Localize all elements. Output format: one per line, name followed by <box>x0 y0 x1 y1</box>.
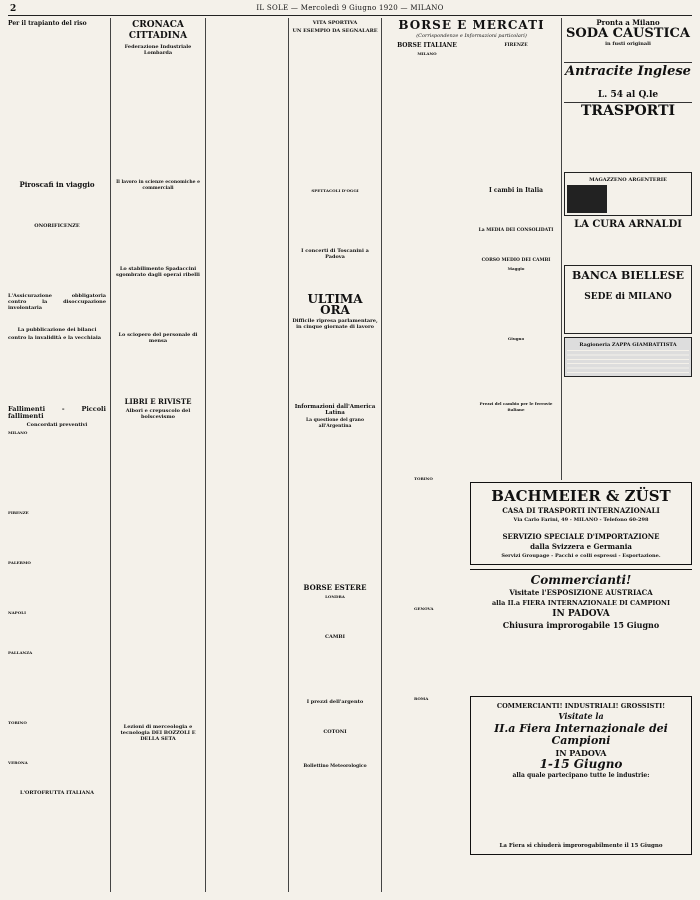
table-body <box>473 196 559 226</box>
col3-heading-shows: SPETTACOLI D'OGGI <box>311 188 359 193</box>
col4-heading-ferrovie: Prezzi del cambio per le ferrovie italiane <box>479 401 553 412</box>
column-3 <box>208 18 286 892</box>
ad-body <box>564 232 692 262</box>
article-body <box>384 59 470 184</box>
table-body <box>473 274 559 334</box>
col1-place-verona: VERONA <box>8 760 28 765</box>
col4-heading-maggio: Maggio <box>507 266 525 271</box>
ad-bank-title: BANCA BIELLESE <box>571 269 684 282</box>
column-4 <box>291 18 379 892</box>
article-body <box>291 262 379 292</box>
ad-body <box>474 781 688 841</box>
col2-heading-strike: Lo sciopero del personale di mensa <box>118 332 198 344</box>
ad-anthracite-title: Antracite Inglese <box>565 64 691 79</box>
col2-heading-books: LIBRI E RIVISTE <box>124 397 192 406</box>
article-body <box>8 438 106 508</box>
article-body <box>113 422 203 722</box>
ad-fiera-city: IN PADOVA <box>555 748 607 758</box>
ad-body <box>567 350 689 374</box>
ad-commercianti-line2: alla II.a FIERA INTERNAZIONALE DI CAMPIONI <box>491 599 671 607</box>
ad-body <box>475 525 687 531</box>
col2-heading-spadaccini: Lo stabilimento Spadaccini sgombrato dagli operai ribelli <box>116 266 200 278</box>
ad-fiera-dates: 1-15 Giugno <box>539 757 623 771</box>
col1-heading-invalidity: contro la invalidità e la vecchiaia <box>8 335 101 341</box>
article-body <box>113 194 203 264</box>
ad-body <box>610 185 689 213</box>
ad-fiera-closing: La Fiera si chiuderà improrogabilmente il 15 Giugno <box>499 843 663 849</box>
col4-heading-firenze: FIRENZE <box>504 43 528 48</box>
table-body <box>473 51 559 186</box>
ad-bachmeier-origin: dalla Svizzera e Germania <box>530 542 632 551</box>
table-body <box>291 642 379 697</box>
ad-transport-title: TRASPORTI <box>580 103 676 119</box>
article-body <box>8 658 106 718</box>
divider <box>564 62 692 63</box>
ad-commercianti-line3: IN PADOVA <box>552 609 610 619</box>
ad-bachmeier-address: Via Carlo Farini, 49 - MILANO - Telefono 60-298 <box>513 517 649 523</box>
article-body <box>291 36 379 186</box>
ad-body <box>564 49 692 59</box>
col1-heading-insurance: L'Assicurazione obbligatoria contro la disoccupazione involontaria <box>8 293 106 311</box>
ad-commercianti-title: Commercianti! <box>530 573 632 587</box>
table-body <box>384 704 470 784</box>
column-rule <box>561 18 562 480</box>
article-body <box>8 191 106 221</box>
ad-bank <box>564 265 692 334</box>
col3-heading-sport: VITA SPORTIVA <box>312 20 358 26</box>
col3-heading-london: LONDRA <box>325 594 345 599</box>
ad-body <box>564 79 692 89</box>
col1-heading-balances: La pubblicazione dei bilanci <box>17 327 97 333</box>
col1-place-pallanza: PALLANZA <box>8 650 33 655</box>
ad-bachmeier <box>470 482 692 565</box>
col4-heading-consolidati: La MEDIA DEI CONSOLIDATI <box>478 228 554 233</box>
col4-heading-genova: GENOVA <box>414 606 434 611</box>
ad-bachmeier-sub: CASA DI TRASPORTI INTERNAZIONALI <box>502 506 660 515</box>
col1-heading-rice: Per il trapianto del riso <box>8 20 87 27</box>
ad-body <box>567 303 689 331</box>
col2-title: CRONACA CITTADINA <box>128 20 188 41</box>
table-body <box>291 602 379 632</box>
masthead-title: IL SOLE — Mercoledì 9 Giugno 1920 — MILANO <box>256 4 444 12</box>
article-body <box>291 432 379 582</box>
col2-heading-lessons: Lezioni di merceologia e tecnologia DEI BOZZOLI E DELLA SETA <box>120 724 196 742</box>
ad-silverware <box>564 172 692 216</box>
col1-heading-ships: Piroscafi in viaggio <box>19 180 95 189</box>
col4-subtitle: (Corrispondenze e Informazioni particolari) <box>416 33 527 39</box>
ad-soda-line1: Pronta a Milano <box>596 18 660 27</box>
ad-commercianti-line4: Chiusura improrogabile 15 Giugno <box>502 620 660 630</box>
col1-heading-honors: ONORIFICENZE <box>34 223 80 229</box>
table-body <box>473 415 559 465</box>
ad-fiera-line1: COMMERCIANTI! INDUSTRIALI! GROSSISTI! <box>496 702 666 710</box>
top-rule <box>8 15 692 16</box>
article-body <box>8 768 106 788</box>
ad-bank-seat: SEDE di MILANO <box>584 292 672 302</box>
article-body <box>8 618 106 648</box>
ad-fiera-line3: alla quale partecipano tutte le industrie: <box>512 772 650 779</box>
wide-ads <box>470 482 692 892</box>
col4-heading-giugno: Giugno <box>507 336 525 341</box>
table-body <box>384 186 470 331</box>
page-number: 2 <box>10 4 17 14</box>
ad-commercianti <box>470 569 692 692</box>
col1-place-palermo: PALERMO <box>8 560 31 565</box>
article-body <box>8 231 106 291</box>
column-rule <box>110 18 111 892</box>
col4-heading-cambi-italia: I cambi in Italia <box>489 187 543 194</box>
col3-heading-foreign-exchanges: BORSE ESTERE <box>303 583 367 592</box>
ad-accounting-title: Ragioneria ZAPPA GIAMBATTISTA <box>579 342 677 348</box>
article-body <box>291 196 379 246</box>
article-body <box>113 346 203 396</box>
table-body <box>384 334 470 474</box>
table-body <box>473 236 559 256</box>
col3-heading-grain: La questione del grano all'Argentina <box>306 418 364 429</box>
article-body <box>8 568 106 608</box>
article-body <box>8 728 106 758</box>
col4-heading-torino: TORINO <box>414 476 433 481</box>
col1-place-torino: TORINO <box>8 720 27 725</box>
table-body <box>291 772 379 822</box>
column-rule <box>205 18 206 892</box>
col1-place-napoli: NAPOLI <box>8 610 26 615</box>
ad-body <box>567 283 689 291</box>
col4-title: BORSE E MERCATI <box>398 18 545 32</box>
ad-bachmeier-title: BACHMEIER & ZÜST <box>491 487 671 505</box>
article-body <box>8 313 106 325</box>
ad-accounting <box>564 337 692 377</box>
ad-fiera-line2: Visitate la <box>558 711 604 721</box>
col1-heading-agreements: Concordati preventivi <box>26 422 88 428</box>
col1-heading-bankruptcies: Fallimenti - Piccoli fallimenti <box>8 405 106 420</box>
ad-fiera-title: II.a Fiera Internazionale dei Campioni <box>494 722 668 747</box>
ad-body <box>470 632 692 692</box>
col4-heading-italian: BORSE ITALIANE <box>397 42 457 49</box>
col3-heading-weather: Bollettino Meteorologico <box>303 764 367 769</box>
article-body <box>8 344 106 404</box>
col4-heading-corso-medio: CORSO MEDIO DEI CAMBI <box>481 258 551 263</box>
article-body <box>8 798 106 828</box>
col3-heading-cambi: CAMBI <box>325 634 345 640</box>
col3-heading-silver: I prezzi dell'argento <box>306 699 364 705</box>
article-body <box>113 58 203 178</box>
article-body <box>291 707 379 727</box>
ad-cure-title: LA CURA ARNALDI <box>574 219 682 230</box>
col3-heading-ultima-ora: ULTIMA ORA <box>307 292 363 317</box>
safe-illustration <box>567 185 607 213</box>
column-2 <box>113 18 203 892</box>
ad-bachmeier-service: SERVIZIO SPECIALE D'IMPORTAZIONE <box>502 532 660 541</box>
col3-heading-parliament: Difficile ripresa parlamentare, in cinque giornate di lavoro <box>292 318 378 330</box>
ad-fiera <box>470 696 692 855</box>
col1-place-firenze: FIRENZE <box>8 510 29 515</box>
article-body <box>8 29 106 179</box>
col3-heading-concerts: I concerti di Toscanini a Padova <box>301 248 369 260</box>
table-body <box>473 344 559 399</box>
table-body <box>384 484 470 604</box>
col2-heading-federation: Federazione Industriale Lombarda <box>124 44 192 56</box>
ad-commercianti-line1: Visitate l'ESPOSIZIONE AUSTRIACA <box>509 588 653 597</box>
col2-heading-bolshevism: Albori e crepuscolo del bolscevismo <box>125 408 191 420</box>
column-rule <box>288 18 289 892</box>
article-body <box>113 744 203 824</box>
ad-anthracite-price: L. 54 al Q.le <box>597 90 659 100</box>
article-body <box>113 280 203 330</box>
ad-silverware-title: MAGAZZENO ARGENTERIE <box>589 177 667 183</box>
col3-heading-cotton: COTONI <box>323 729 347 735</box>
ad-soda-line2: in fusti originali <box>605 41 651 47</box>
col3-heading-latin-america: Informazioni dall'America Latina <box>294 404 376 416</box>
col4-heading-milano: MILANO <box>417 51 437 56</box>
col3-heading-example: UN ESEMPIO DA SEGNALARE <box>292 28 378 34</box>
ad-bachmeier-extra: Servizi Groupage - Pacchi e colli espressi - Esportazione. <box>501 553 661 559</box>
col2-heading-studies: Il lavoro in scienze economiche e commerciali <box>116 180 200 191</box>
col1-heading-ortofrutta: L'ORTOFRUTTA ITALIANA <box>19 790 95 796</box>
column-rule <box>381 18 382 892</box>
article-body <box>291 737 379 762</box>
ad-body <box>564 119 692 169</box>
ad-soda-title: SODA CAUSTICA <box>566 26 690 41</box>
column-1 <box>8 18 106 892</box>
article-body <box>8 518 106 558</box>
column-6-ads <box>564 18 692 480</box>
article-body <box>291 332 379 402</box>
col4-heading-roma: ROMA <box>414 696 429 701</box>
table-body <box>384 614 470 694</box>
article-body <box>208 18 286 892</box>
col1-place-milano: MILANO <box>8 430 28 435</box>
